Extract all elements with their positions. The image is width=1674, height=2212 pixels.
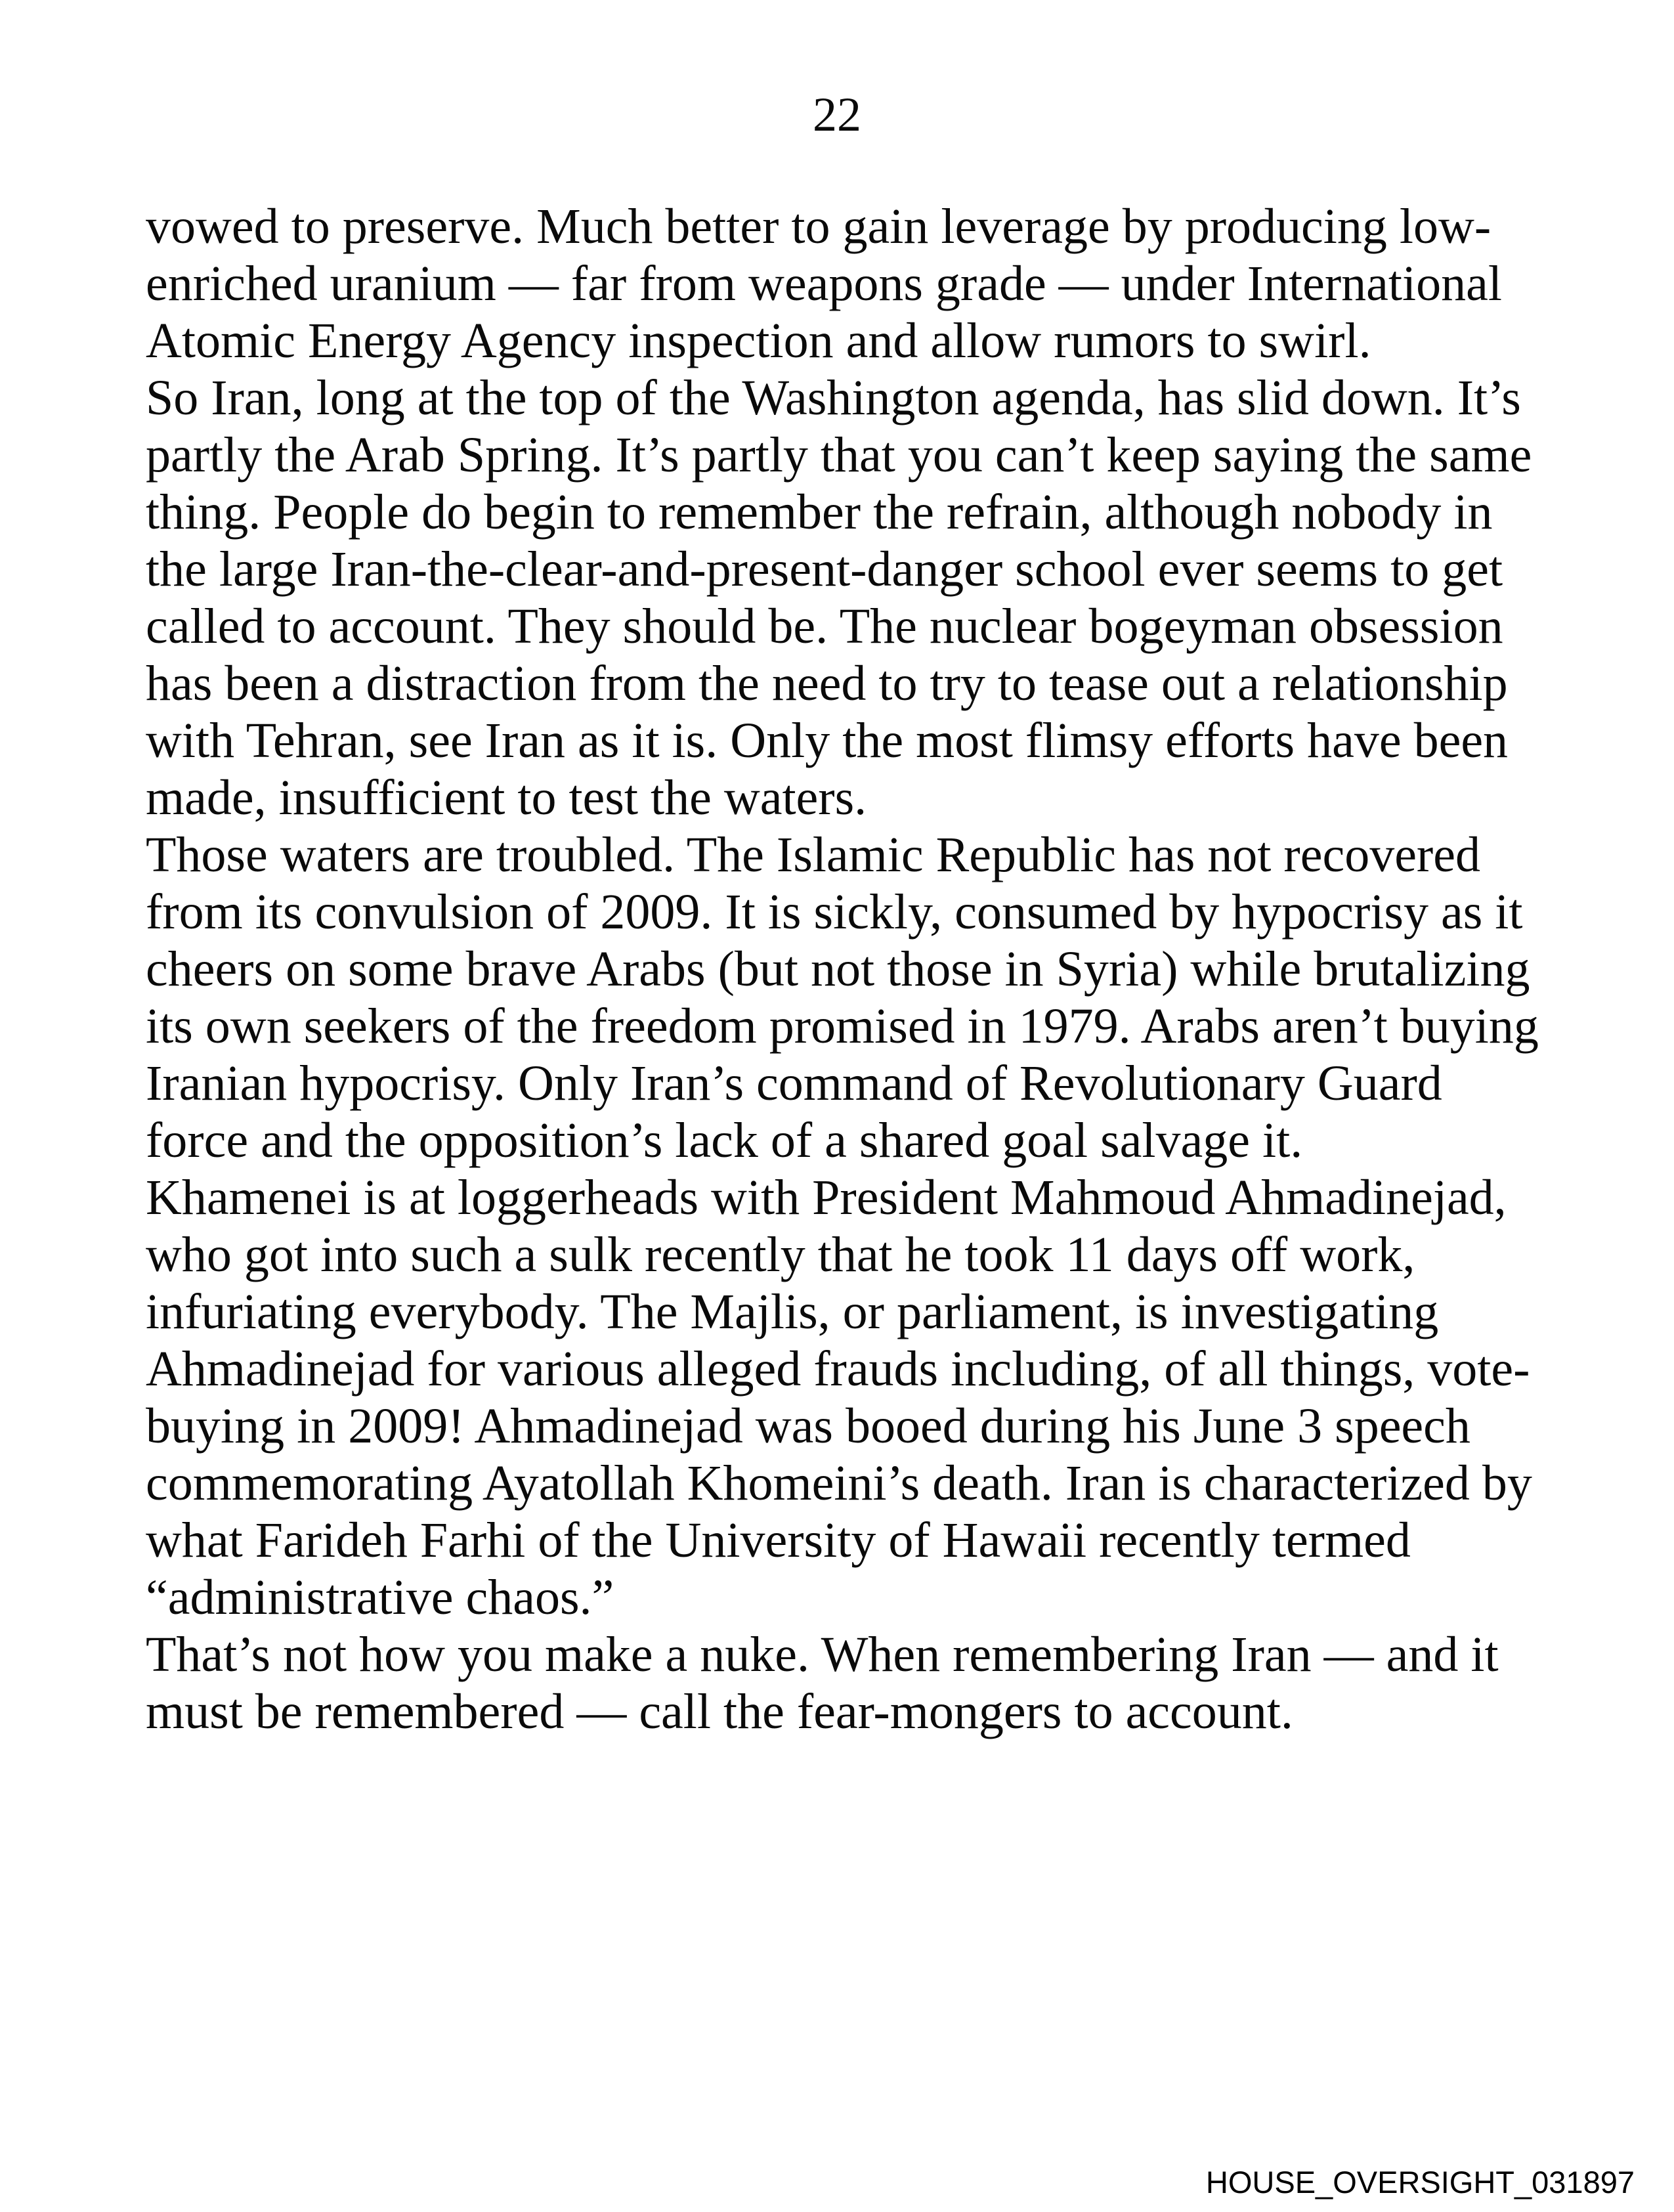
text-line: Iranian hypocrisy. Only Iran’s command of Revolutionary Guard <box>146 1056 1442 1111</box>
text-line: That’s not how you make a nuke. When remembering Iran — and it <box>146 1627 1499 1682</box>
text-line: made, insufficient to test the waters. <box>146 770 867 825</box>
text-line: “administrative chaos.” <box>146 1570 614 1625</box>
text-line: must be remembered — call the fear-mongers to account. <box>146 1684 1293 1739</box>
text-line: Ahmadinejad for various alleged frauds including, of all things, vote- <box>146 1341 1530 1397</box>
text-line: buying in 2009! Ahmadinejad was booed during his June 3 speech <box>146 1399 1470 1454</box>
text-line: force and the opposition’s lack of a shared goal salvage it. <box>146 1113 1303 1168</box>
text-line: its own seekers of the freedom promised in 1979. Arabs aren’t buying <box>146 999 1539 1054</box>
text-line: thing. People do begin to remember the refrain, although nobody in <box>146 485 1493 540</box>
page-number: 22 <box>813 88 861 142</box>
text-line: infuriating everybody. The Majlis, or parliament, is investigating <box>146 1284 1439 1339</box>
text-line: So Iran, long at the top of the Washington agenda, has slid down. It’s <box>146 370 1521 425</box>
document-body <box>146 198 1544 1741</box>
text-line: enriched uranium — far from weapons grade — under International <box>146 256 1502 311</box>
text-line: cheers on some brave Arabs (but not those in Syria) while brutalizing <box>146 942 1530 997</box>
text-line: partly the Arab Spring. It’s partly that you can’t keep saying the same <box>146 427 1532 483</box>
text-line: with Tehran, see Iran as it is. Only the most flimsy efforts have been <box>146 713 1509 768</box>
text-line: the large Iran-the-clear-and-present-danger school ever seems to get <box>146 542 1503 597</box>
text-line: Khamenei is at loggerheads with President Mahmoud Ahmadinejad, <box>146 1170 1507 1225</box>
text-line: commemorating Ayatollah Khomeini’s death. Iran is characterized by <box>146 1456 1532 1511</box>
text-line: from its convulsion of 2009. It is sickly, consumed by hypocrisy as it <box>146 884 1523 940</box>
text-line: vowed to preserve. Much better to gain leverage by producing low- <box>146 199 1492 254</box>
text-line: Atomic Energy Agency inspection and allow rumors to swirl. <box>146 313 1371 368</box>
text-line: what Farideh Farhi of the University of Hawaii recently termed <box>146 1513 1411 1568</box>
text-line: called to account. They should be. The nuclear bogeyman obsession <box>146 599 1503 654</box>
bates-number: HOUSE_OVERSIGHT_031897 <box>1205 2165 1635 2200</box>
text-line: who got into such a sulk recently that he took 11 days off work, <box>146 1227 1415 1282</box>
text-line: has been a distraction from the need to try to tease out a relationship <box>146 656 1508 711</box>
text-line: Those waters are troubled. The Islamic Republic has not recovered <box>146 827 1480 882</box>
